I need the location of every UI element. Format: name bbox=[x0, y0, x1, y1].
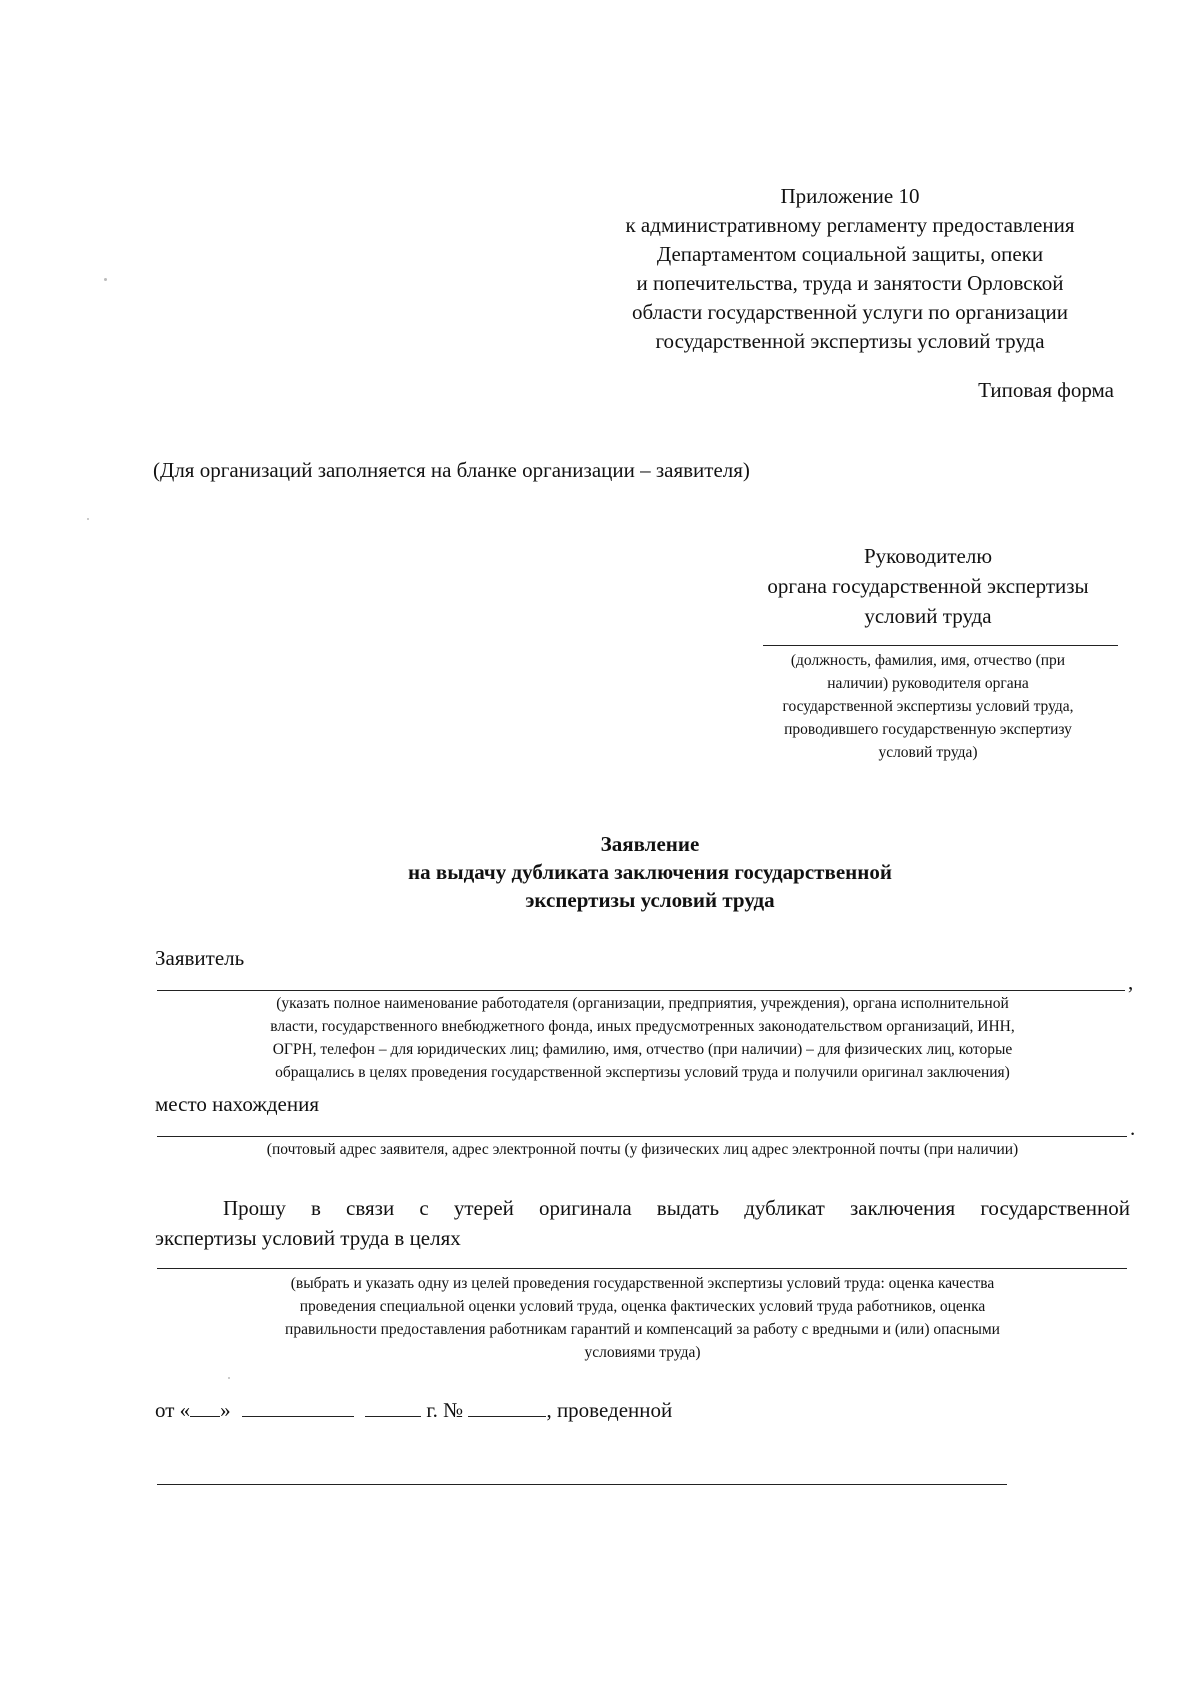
hint-line: правильности предоставления работникам гарантий и компенсаций за работу с вредными и (или) опасными bbox=[285, 1321, 1000, 1338]
hint-line: (выбрать и указать одну из целей проведения государственной экспертизы условий труда: оценка качества bbox=[290, 1275, 995, 1292]
date-from-label: от « bbox=[155, 1398, 191, 1422]
location-fill-line[interactable] bbox=[157, 1136, 1127, 1137]
addressee-line: органа государственной экспертизы bbox=[767, 574, 1089, 598]
number-field[interactable] bbox=[468, 1398, 546, 1417]
scan-speck bbox=[228, 1377, 230, 1379]
hint-line: условиями труда) bbox=[584, 1344, 701, 1361]
conducted-label: , проведенной bbox=[546, 1398, 673, 1422]
appendix-line: к административному регламенту предоставления bbox=[625, 213, 1075, 237]
addressee-fill-line[interactable] bbox=[763, 645, 1118, 646]
addressee-block bbox=[738, 541, 1118, 631]
applicant-fill-line[interactable] bbox=[157, 990, 1125, 991]
hint-line: (должность, фамилия, имя, отчество (при bbox=[790, 652, 1066, 669]
appendix-line: государственной экспертизы условий труда bbox=[655, 329, 1045, 353]
title-line: экспертизы условий труда bbox=[525, 888, 775, 912]
appendix-header bbox=[590, 182, 1110, 356]
location-label: место нахождения bbox=[155, 1092, 319, 1116]
title-line: на выдачу дубликата заключения государственной bbox=[408, 860, 892, 884]
organization-note: (Для организаций заполняется на бланке организации – заявителя) bbox=[153, 458, 750, 482]
scan-speck bbox=[87, 518, 89, 520]
applicant-hint bbox=[155, 992, 1130, 1084]
location-period: . bbox=[1130, 1116, 1136, 1140]
addressee-hint bbox=[738, 649, 1118, 764]
applicant-label: Заявитель bbox=[155, 946, 245, 970]
goal-hint bbox=[155, 1272, 1130, 1364]
addressee-line: условий труда bbox=[864, 604, 992, 628]
request-paragraph bbox=[155, 1193, 1130, 1253]
hint-line: государственной экспертизы условий труда, bbox=[782, 698, 1074, 715]
hint-line: условий труда) bbox=[878, 744, 978, 761]
typical-form-label: Типовая форма bbox=[978, 378, 1114, 402]
hint-line: проводившего государственную экспертизу bbox=[784, 721, 1072, 738]
appendix-line: и попечительства, труда и занятости Орловской bbox=[636, 271, 1064, 295]
appendix-line: области государственной услуги по организации bbox=[632, 300, 1068, 324]
hint-line: наличии) руководителя органа bbox=[827, 675, 1029, 692]
hint-line: проведения специальной оценки условий труда, оценка фактических условий труда работников, оценка bbox=[299, 1298, 986, 1315]
applicant-comma: , bbox=[1128, 970, 1134, 994]
request-line-2: экспертизы условий труда в целях bbox=[155, 1226, 461, 1250]
hint-line: (почтовый адрес заявителя, адрес электронной почты (у физических лиц адрес электронной почты (при наличии) bbox=[266, 1141, 1019, 1158]
date-row bbox=[155, 1398, 672, 1423]
hint-line: обращались в целях проведения государственной экспертизы условий труда и получили оригинал заключения) bbox=[275, 1064, 1010, 1081]
scan-speck bbox=[104, 278, 107, 281]
hint-line: (указать полное наименование работодателя (организации, предприятия, учреждения), органа исполнительной bbox=[276, 995, 1009, 1012]
request-line-1: Прошу в связи с утерей оригинала выдать дубликат заключения государственной bbox=[223, 1196, 1130, 1220]
hint-line: власти, государственного внебюджетного фонда, иных предусмотренных законодательством организаций, ИНН, bbox=[270, 1018, 1015, 1035]
conducted-by-fill-line[interactable] bbox=[157, 1484, 1007, 1485]
goal-fill-line[interactable] bbox=[157, 1268, 1127, 1269]
appendix-line: Департаментом социальной защиты, опеки bbox=[656, 242, 1044, 266]
day-field[interactable] bbox=[190, 1398, 220, 1417]
month-field[interactable] bbox=[242, 1398, 354, 1417]
document-title bbox=[150, 830, 1150, 914]
year-field[interactable] bbox=[365, 1398, 421, 1417]
year-number-label: г. № bbox=[426, 1398, 464, 1422]
location-hint bbox=[155, 1138, 1130, 1161]
addressee-line: Руководителю bbox=[863, 544, 993, 568]
appendix-title: Приложение 10 bbox=[780, 184, 920, 208]
close-quote: » bbox=[220, 1398, 231, 1422]
hint-line: ОГРН, телефон – для юридических лиц; фамилию, имя, отчество (при наличии) – для физических лиц, которые bbox=[272, 1041, 1013, 1058]
title-line: Заявление bbox=[600, 832, 700, 856]
